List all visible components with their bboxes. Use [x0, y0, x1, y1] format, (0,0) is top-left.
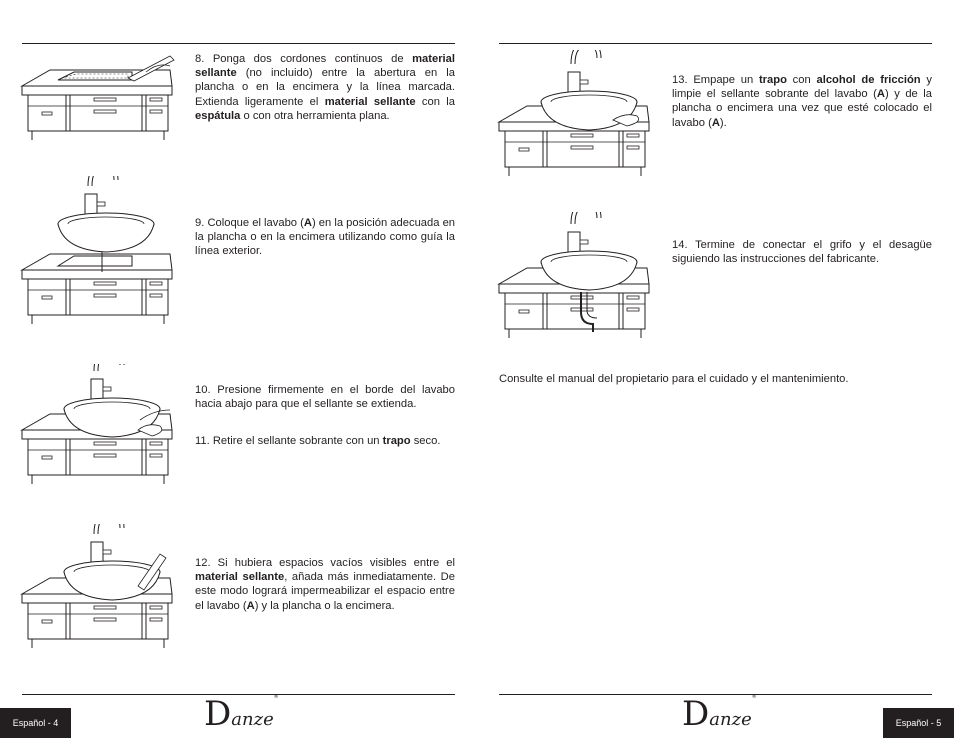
step-9-text [195, 216, 455, 259]
bold-term: A [303, 217, 312, 229]
step-text-run: (no incluido) entre la abertura en la plancha o en la encimera y la línea marcada. Extienda ligeramente el [195, 67, 455, 108]
bold-term: trapo [382, 435, 411, 447]
step-number: 9. [195, 217, 205, 229]
bold-term: alcohol de fricción [816, 74, 921, 86]
step-text-run: Ponga dos cordones continuos de [204, 53, 413, 65]
left-page-number: Español - 4 [0, 708, 71, 738]
step-14-text [672, 238, 932, 266]
step-text-run: Retire el sellante sobrante con un [209, 435, 383, 447]
care-note: Consulte el manual del propietario para el cuidado y el mantenimiento. [499, 373, 849, 385]
illustration-step-10-11 [20, 364, 180, 489]
step-number: 10. [195, 384, 211, 396]
illustration-step-8 [20, 48, 180, 143]
illustration-step-13 [497, 50, 657, 180]
bold-term: trapo [758, 74, 787, 86]
step-text-run: , añada más inmediatamente. De este modo logrará impermeabilizar el espacio entre el lavabo ( [195, 571, 455, 612]
step-text-run: o con otra herramienta plana. [240, 109, 390, 122]
step-text-run: ) y de la plancha o encimera una vez que esté colocado el lavabo ( [672, 88, 933, 129]
step-text-run: seco. [410, 435, 441, 447]
step-12-text [195, 556, 455, 613]
right-top-rule [499, 43, 932, 44]
step-text-run: Empape un [687, 74, 759, 86]
step-8-text [195, 52, 455, 123]
step-text-run: Presione firmemente en el borde del lavabo hacia abajo para que el sellante se extienda. [195, 384, 455, 411]
step-text-run: Termine de conectar el grifo y el desagüe siguiendo las instrucciones del fabricante. [672, 239, 932, 266]
step-number: 12. [195, 557, 211, 569]
right-page-number: Español - 5 [883, 708, 954, 738]
step-text-run: ) y la plancha o la encimera. [254, 599, 395, 612]
step-text-run: ). [719, 116, 727, 129]
illustration-step-14 [497, 212, 657, 342]
step-text-run: Coloque el lavabo ( [204, 217, 304, 229]
illustration-step-9 [20, 176, 180, 324]
step-number: 14. [672, 239, 688, 251]
step-number: 11. [195, 435, 210, 447]
bold-term: A [711, 116, 720, 129]
left-danze-logo: Danze® [204, 694, 279, 734]
right-danze-logo: Danze® [682, 694, 757, 734]
illustration-step-12 [20, 524, 180, 649]
step-text-run: y limpie el sellante sobrante del lavabo ( [672, 74, 932, 101]
step-text-run: con la [415, 95, 455, 108]
bold-term: espátula [195, 109, 241, 122]
step-text-run: con [786, 74, 817, 86]
step-number: 8. [195, 53, 205, 65]
step-number: 13. [672, 74, 688, 86]
step-13-text [672, 73, 932, 130]
left-top-rule [22, 43, 455, 44]
step-11-text [195, 434, 455, 448]
step-10-text [195, 383, 455, 411]
bold-term: material sellante [195, 571, 285, 584]
step-text-run: ) en la posición adecuada en la plancha o en la encimera utilizando como guía la línea exterior. [195, 217, 456, 258]
step-text-run: Si hubiera espacios vacíos visibles entre el [210, 557, 455, 569]
bold-term: A [876, 88, 885, 101]
bold-term: material sellante [195, 53, 455, 80]
bold-term: material sellante [324, 95, 416, 108]
bold-term: A [246, 599, 255, 612]
